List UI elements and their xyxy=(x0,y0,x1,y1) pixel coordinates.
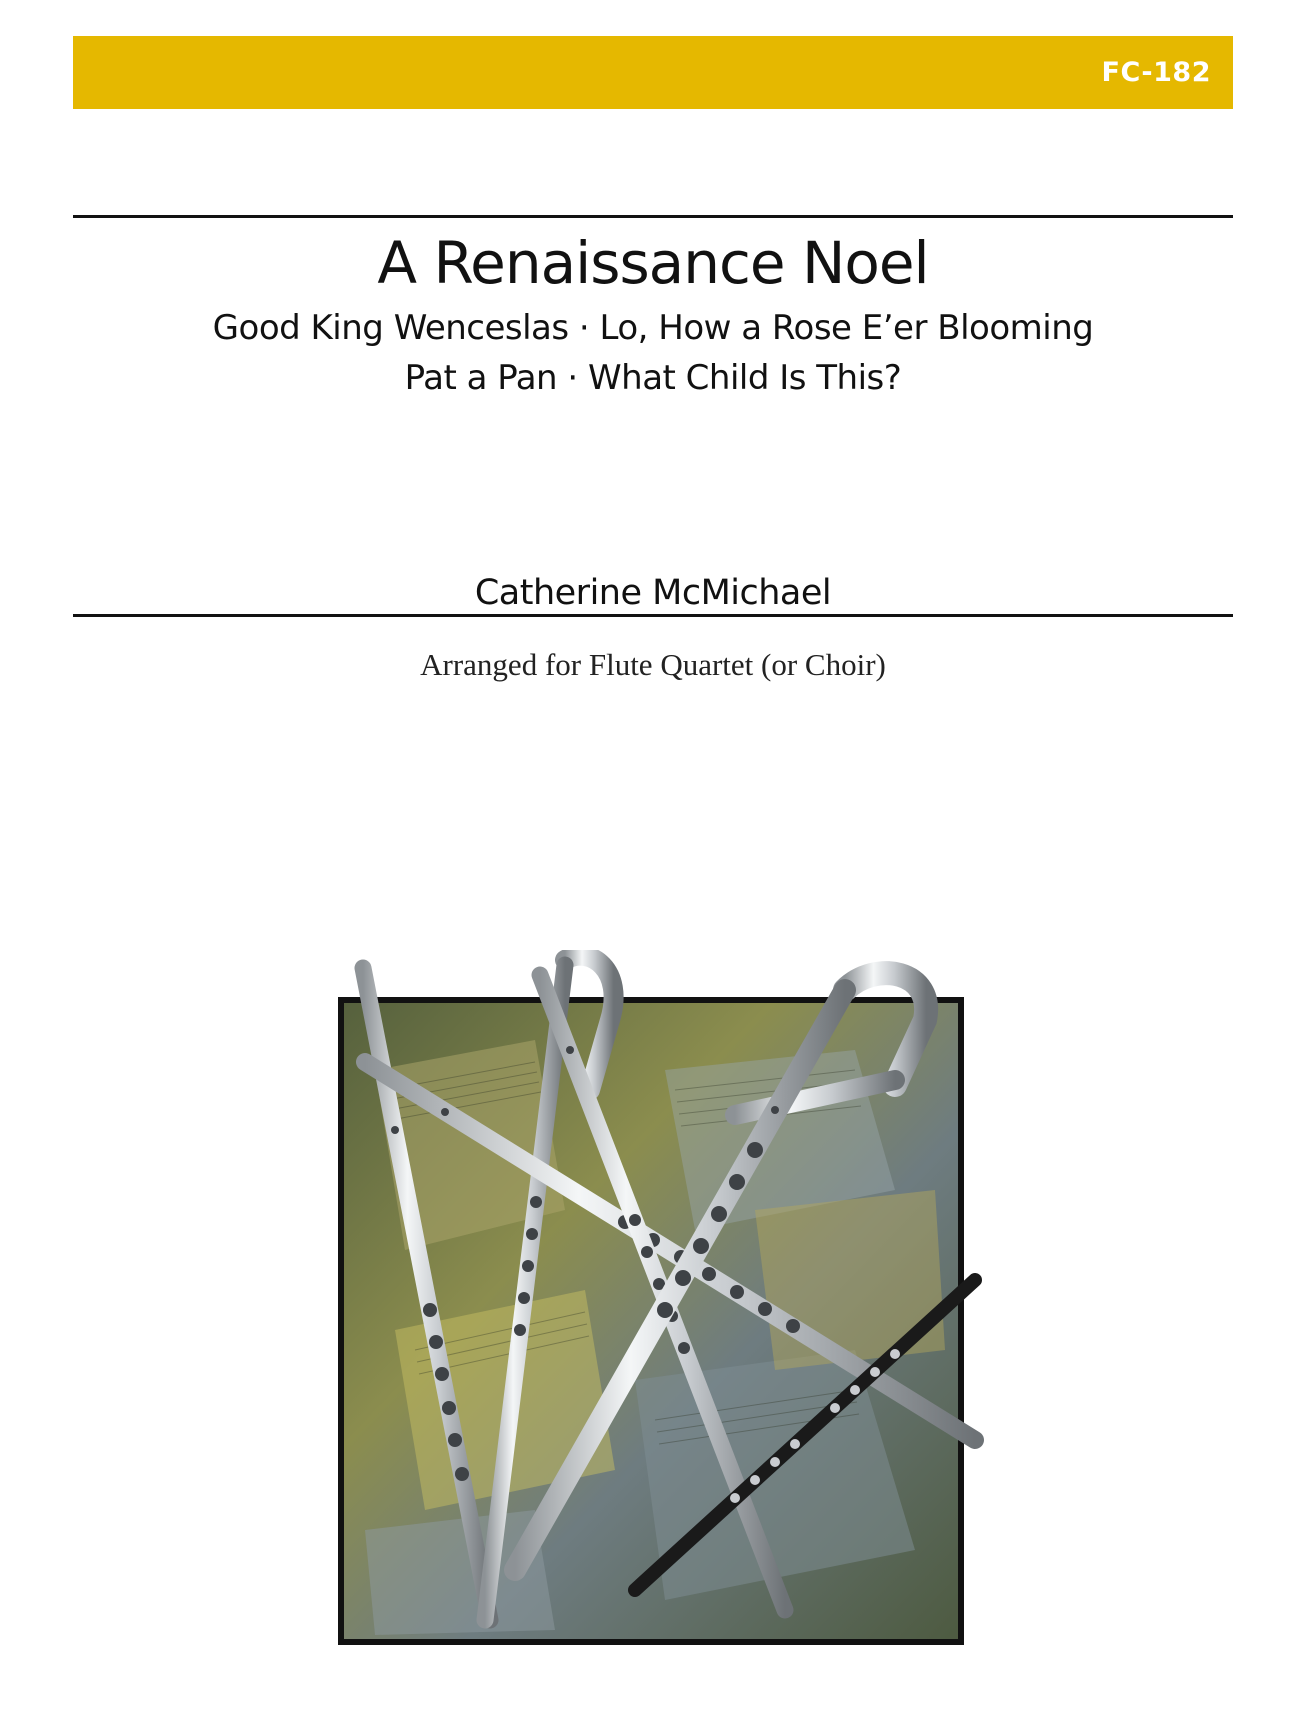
flutes-illustration xyxy=(335,950,995,1660)
composer-divider xyxy=(73,614,1233,617)
catalog-header-bar xyxy=(73,36,1233,109)
page-title: A Renaissance Noel xyxy=(377,229,929,297)
subtitle-line-2: Pat a Pan · What Child Is This? xyxy=(404,358,902,398)
catalog-number: FC-182 xyxy=(1101,57,1211,88)
instrumentation-note: Arranged for Flute Quartet (or Choir) xyxy=(420,647,886,682)
composer-name: Catherine McMichael xyxy=(474,573,832,613)
title-divider-top xyxy=(73,215,1233,218)
subtitle-line-1: Good King Wenceslas · Lo, How a Rose E’er Blooming xyxy=(212,308,1094,348)
